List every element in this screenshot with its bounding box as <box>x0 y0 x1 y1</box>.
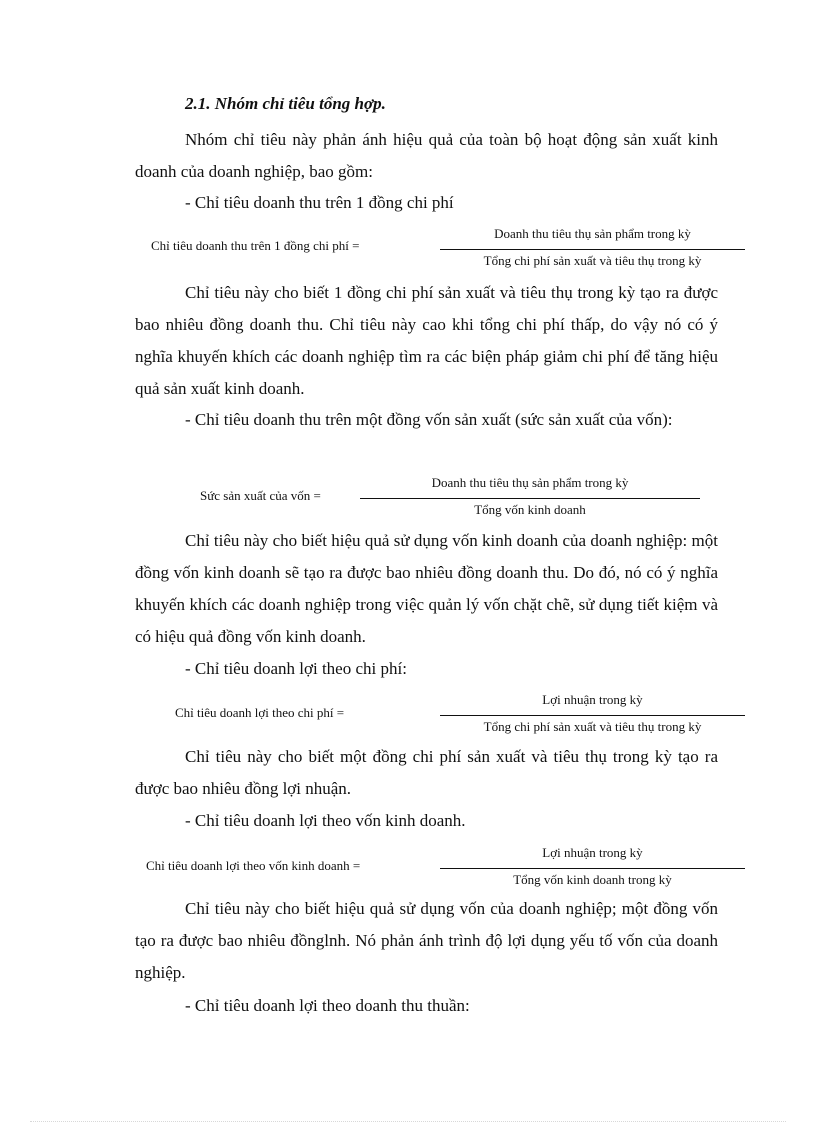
fraction-denominator: Tổng vốn kinh doanh trong kỳ <box>513 872 672 887</box>
fraction-numerator: Lợi nhuận trong kỳ <box>542 692 643 707</box>
intro-paragraph: Nhóm chỉ tiêu này phản ánh hiệu quả của toàn bộ hoạt động sản xuất kinh doanh của doanh nghiệp, bao gồm: <box>135 130 718 181</box>
fraction-bar <box>440 868 745 869</box>
fraction-denominator: Tổng chi phí sản xuất và tiêu thụ trong kỳ <box>483 719 702 734</box>
fraction-numerator: Doanh thu tiêu thụ sản phẩm trong kỳ <box>494 226 691 241</box>
section-heading: 2.1. Nhóm chỉ tiêu tổng hợp. <box>185 94 386 113</box>
bullet-profit-per-net-revenue: - Chỉ tiêu doanh lợi theo doanh thu thuần: <box>185 996 470 1015</box>
fraction <box>440 692 745 738</box>
bullet-capital-productivity: - Chỉ tiêu doanh thu trên một đồng vốn sản xuất (sức sản xuất của vốn): <box>185 410 673 429</box>
formula-label: Chỉ tiêu doanh thu trên 1 đồng chi phí = <box>151 238 360 253</box>
fraction <box>440 845 745 891</box>
fraction-numerator: Lợi nhuận trong kỳ <box>542 845 643 860</box>
formula-label: Sức sản xuất của vốn = <box>200 488 321 503</box>
explanation-paragraph: Chỉ tiêu này cho biết một đồng chi phí sản xuất và tiêu thụ trong kỳ tạo ra được bao nhiêu đồng lợi nhuận. <box>135 747 718 798</box>
fraction-bar <box>440 715 745 716</box>
bullet-revenue-per-cost: - Chỉ tiêu doanh thu trên 1 đồng chi phí <box>185 193 454 212</box>
explanation-paragraph: Chỉ tiêu này cho biết hiệu quả sử dụng vốn của doanh nghiệp; một đồng vốn tạo ra được bao nhiêu đồnglnh. Nó phản ánh trình độ lợi dụng yếu tố vốn của doanh nghiệp. <box>135 899 718 982</box>
page-bottom-divider <box>30 1121 786 1122</box>
fraction-bar <box>360 498 700 499</box>
bullet-profit-per-cost: - Chỉ tiêu doanh lợi theo chi phí: <box>185 659 407 678</box>
fraction-bar <box>440 249 745 250</box>
explanation-paragraph: Chỉ tiêu này cho biết hiệu quả sử dụng vốn kinh doanh của doanh nghiệp: một đồng vốn kinh doanh sẽ tạo ra được bao nhiêu đồng doanh thu. Do đó, nó có ý nghĩa khuyến khích các doanh nghiệp trong việc quản lý vốn chặt chẽ, sử dụng tiết kiệm và có hiệu quả đồng vốn kinh doanh. <box>135 531 718 646</box>
bullet-profit-per-capital: - Chỉ tiêu doanh lợi theo vốn kinh doanh. <box>185 811 466 830</box>
fraction <box>360 475 700 521</box>
fraction <box>440 226 745 272</box>
fraction-numerator: Doanh thu tiêu thụ sản phẩm trong kỳ <box>431 475 629 490</box>
fraction-denominator: Tổng vốn kinh doanh <box>474 502 586 517</box>
formula-label: Chỉ tiêu doanh lợi theo chi phí = <box>175 705 345 720</box>
formula-label: Chỉ tiêu doanh lợi theo vốn kinh doanh = <box>146 858 361 873</box>
explanation-paragraph: Chỉ tiêu này cho biết 1 đồng chi phí sản xuất và tiêu thụ trong kỳ tạo ra được bao nhiêu đồng doanh thu. Chỉ tiêu này cao khi tổng chi phí thấp, do vậy nó có ý nghĩa khuyến khích các doanh nghiệp tìm ra các biện pháp giảm chi phí để tăng hiệu quả sản xuất kinh doanh. <box>135 283 718 398</box>
fraction-denominator: Tổng chi phí sản xuất và tiêu thụ trong kỳ <box>483 253 702 268</box>
